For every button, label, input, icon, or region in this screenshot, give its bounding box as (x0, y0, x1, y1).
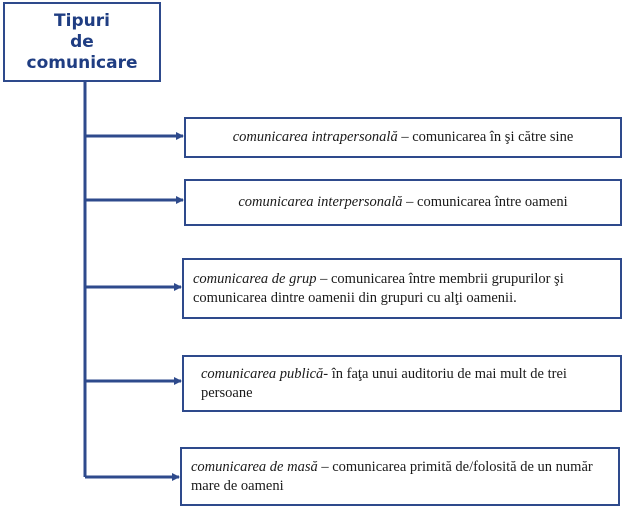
root-title-line-3: comunicare (26, 52, 138, 73)
type-node-mass (180, 447, 620, 506)
root-title-line-1: Tipuri (54, 10, 110, 31)
type-node-text (191, 458, 618, 496)
type-term: comunicarea intrapersonală (232, 129, 398, 145)
type-description: comunicarea primită de/folosită de un număr mare de oameni (191, 458, 593, 494)
type-node-public (182, 355, 622, 412)
type-term: comunicarea de masă (191, 458, 318, 475)
type-term: comunicarea de grup (193, 270, 317, 287)
type-separator: – (402, 194, 418, 210)
type-description: comunicarea între membrii grupurilor şi comunicarea dintre oamenii din grupuri cu alţi oamenii. (193, 270, 564, 306)
type-node-text (201, 365, 620, 403)
type-node-interpersonal (184, 179, 622, 226)
type-term: comunicarea interpersonală (238, 194, 403, 210)
type-separator: - (323, 365, 332, 382)
type-term: comunicarea publică (201, 365, 324, 382)
type-node-text (238, 193, 567, 212)
type-node-intrapersonal (184, 117, 622, 158)
type-separator: – (397, 129, 413, 145)
type-separator: – (317, 458, 333, 475)
type-separator: – (316, 270, 331, 287)
type-description: în faţa unui auditoriu de mai mult de trei persoane (201, 365, 567, 401)
type-description: comunicarea între oameni (417, 194, 568, 210)
root-title-line-2: de (70, 31, 94, 52)
type-description: comunicarea în şi către sine (412, 129, 574, 145)
type-node-text (193, 270, 620, 308)
type-node-text (233, 128, 574, 147)
type-node-group (182, 258, 622, 319)
root-node-communication-types (3, 2, 161, 82)
